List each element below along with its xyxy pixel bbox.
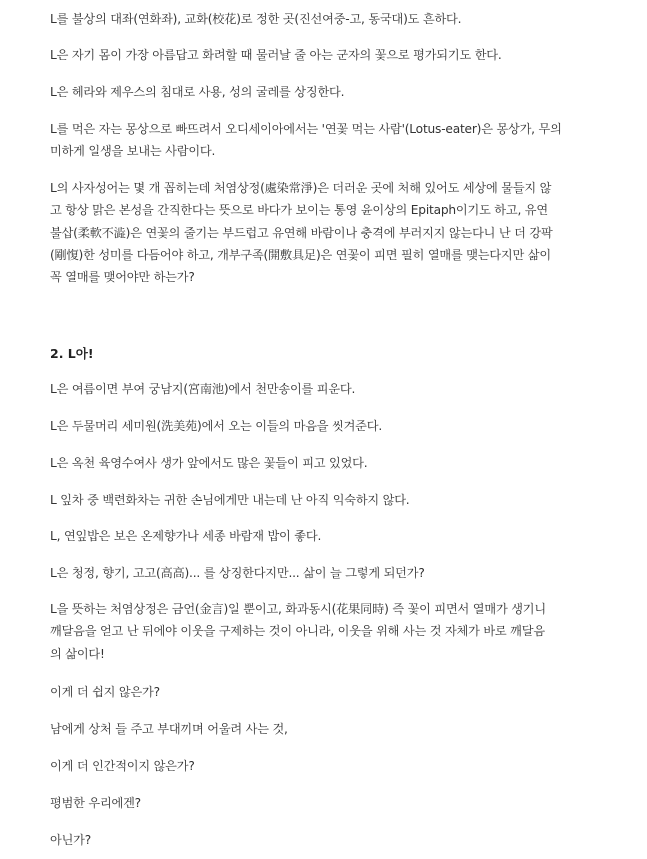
paragraph-okcheon: L은 옥천 육영수여사 생가 앞에서도 많은 꽃들이 피고 있었다. <box>50 456 368 470</box>
paragraph-semiwon: L은 두물머리 세미원(洗美苑)에서 오는 이들의 마음을 씻겨준다. <box>50 419 382 433</box>
paragraph-closing-1: 이게 더 쉽지 않은가? <box>50 685 160 699</box>
paragraph-closing-4: 평범한 우리에겐? <box>50 796 141 810</box>
text-line: (剛愎)한 성미를 다듬어야 하고, 개부구족(開敷具足)은 연꽃이 피면 필히 열매를 맺는다지만 삶이 <box>50 247 551 262</box>
paragraph-enlightenment <box>50 598 610 665</box>
text-line: 의 삶이다! <box>50 646 105 661</box>
paragraph-hera-zeus: L은 헤라와 제우스의 침대로 사용, 성의 굴레를 상징한다. <box>50 85 345 99</box>
paragraph-symbolism: L은 청정, 향기, 고고(高高)... 를 상징한다지만... 삶이 늘 그렇게 되던가? <box>50 566 425 580</box>
paragraph-closing-3: 이게 더 인간적이지 않은가? <box>50 759 195 773</box>
text-line: L의 사자성어는 몇 개 꼽히는데 처염상정(處染常淨)은 더러운 곳에 처해 있어도 세상에 물들지 않 <box>50 181 552 195</box>
text-line: 깨달음을 얻고 난 뒤에야 이웃을 구제하는 것이 아니라, 이웃을 위해 사는 것 자체가 바로 깨달음 <box>50 624 545 639</box>
paragraph-closing-5: 아닌가? <box>50 833 91 847</box>
text-line: 불삽(柔軟不澁)은 연꽃의 줄기는 부드럽고 유연해 바람이나 충격에 부러지지 않는다니 난 더 강팍 <box>50 225 553 240</box>
text-line: 꼭 열매를 맺어야만 하는가? <box>50 270 195 285</box>
paragraph-lotus-tea: L 잎차 중 백련화차는 귀한 손님에게만 내는데 난 아직 익숙하지 않다. <box>50 493 410 507</box>
text-line: 고 항상 맑은 본성을 간직한다는 뜻으로 바다가 보이는 통영 윤이상의 Epitaph이기도 하고, 유연 <box>50 203 548 218</box>
text-line: 미하게 일생을 보내는 사람이다. <box>50 144 216 159</box>
paragraph-lotus-rice: L, 연잎밥은 보은 온제향가나 세종 바람재 밥이 좋다. <box>50 529 322 543</box>
paragraph-gungnamji: L은 여름이면 부여 궁남지(宮南池)에서 천만송이를 피운다. <box>50 382 356 396</box>
text-line: L을 뜻하는 처염상정은 금언(金言)일 뿐이고, 화과동시(花果同時) 즉 꽃이 피면서 열매가 생기니 <box>50 602 546 616</box>
section-heading: 2. L아! <box>50 346 94 361</box>
text-line: L를 먹은 자는 몽상으로 빠뜨려서 오디세이아에서는 '연꽃 먹는 사람'(Lotus-eater)은 몽상가, 무의 <box>50 122 562 136</box>
paragraph-four-char-idioms <box>50 177 610 288</box>
paragraph-lotus-seat: L를 불상의 대좌(연화좌), 교화(校花)로 정한 곳(진선여중-고, 동국대)도 흔하다. <box>50 12 462 26</box>
paragraph-lotus-eater <box>50 118 610 163</box>
paragraph-gentleman-flower: L은 자기 몸이 가장 아름답고 화려할 때 물러날 줄 아는 군자의 꽃으로 평가되기도 한다. <box>50 48 502 62</box>
paragraph-closing-2: 남에게 상처 들 주고 부대끼며 어울려 사는 것, <box>50 722 288 736</box>
